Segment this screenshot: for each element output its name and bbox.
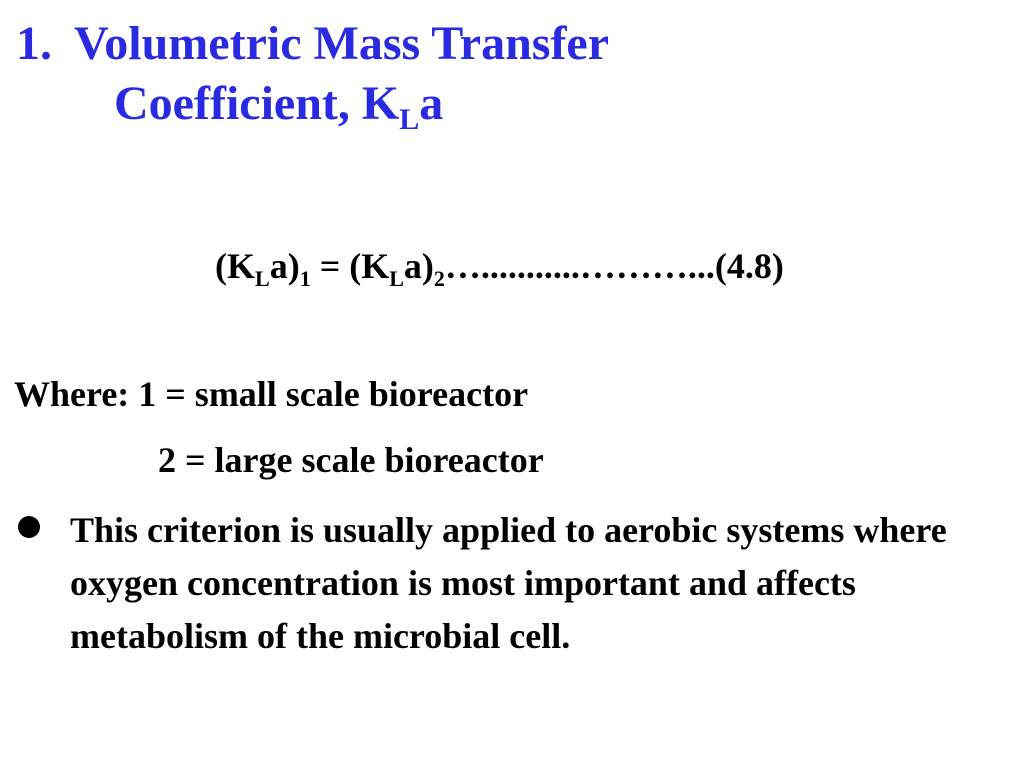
eq-tail: …...........………...(4.8) [444, 246, 784, 286]
equation [215, 244, 784, 301]
eq-lhs-index: 1 [299, 266, 311, 291]
where-line-2: 2 = large scale bioreactor [158, 440, 544, 480]
title-subscript: L [399, 103, 420, 136]
eq-lhs-close: a) [269, 246, 300, 286]
eq-rhs-index: 2 [433, 266, 445, 291]
eq-lhs-sub: L [255, 266, 270, 291]
eq-equals: = [310, 246, 350, 286]
title-line2 [16, 74, 609, 150]
bullet-dot-icon [18, 516, 40, 538]
title-line2-prefix: Coefficient, K [114, 77, 400, 130]
title-line1: Volumetric Mass Transfer [74, 17, 610, 70]
bullet-text: This criterion is usually applied to aerobic systems where oxygen concentration is most important and affects metabolism of the microbial cell. [70, 510, 947, 656]
eq-rhs-open: (K [349, 246, 390, 286]
title-number: 1. [16, 17, 52, 70]
bullet-item [14, 504, 974, 663]
where-line-1: Where: 1 = small scale bioreactor [14, 374, 529, 414]
eq-rhs-sub: L [389, 266, 404, 291]
eq-rhs-close: a) [403, 246, 434, 286]
eq-lhs-open: (K [215, 246, 255, 286]
title-line2-suffix: a [419, 77, 444, 130]
slide-title [16, 14, 609, 150]
